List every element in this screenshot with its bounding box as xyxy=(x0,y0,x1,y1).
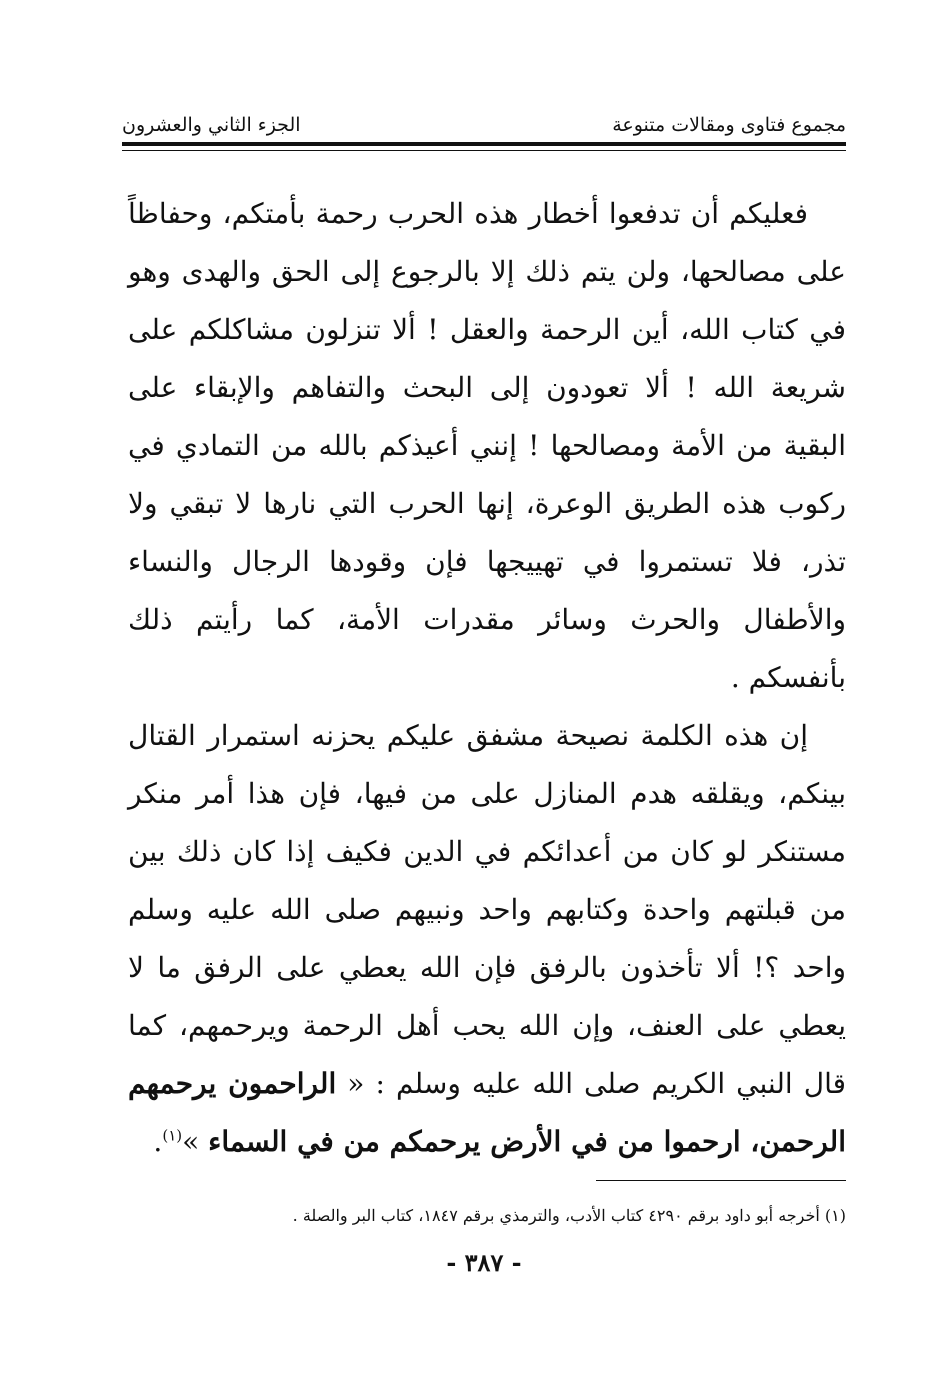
closing-period: . xyxy=(153,1125,163,1158)
hadith-text: الراحمون يرحمهم الرحمن، ارحموا من في الأرض يرحمكم من في السماء xyxy=(128,1067,846,1158)
page-number: - ٣٨٧ - xyxy=(446,1248,522,1277)
quote-open: « xyxy=(347,1067,365,1100)
running-header xyxy=(122,100,846,136)
footnote: (١) أخرجه أبو داود برقم ٤٢٩٠ كتاب الأدب، والترمذي برقم ١٨٤٧، كتاب البر والصلة . xyxy=(292,1206,846,1225)
quote-close: » xyxy=(182,1125,200,1158)
footnote-rule xyxy=(596,1180,846,1181)
paragraph-2 xyxy=(128,707,846,1171)
paragraph-1: فعليكم أن تدفعوا أخطار هذه الحرب رحمة بأمتكم، وحفاظاً على مصالحها، ولن يتم ذلك إلا بالرجوع إلى الحق والهدى وهو في كتاب الله، أين الرحمة والعقل ! ألا تنزلون مشاكلكم على شريعة الله ! ألا تعودون إلى البحث والتفاهم والإبقاء على البقية من الأمة ومصالحها ! إنني أعيذكم بالله من التمادي في ركوب هذه الطريق الوعرة، إنها الحرب التي نارها لا تبقي ولا تذر، فلا تستمروا في تهييجها فإن وقودها الرجال والنساء والأطفال والحرث وسائر مقدرات الأمة، كما رأيتم ذلك بأنفسكم . xyxy=(128,197,846,694)
header-rule-thick xyxy=(122,142,846,146)
book-title: مجموع فتاوى ومقالات متنوعة xyxy=(612,114,846,136)
paragraph-2-intro: إن هذه الكلمة نصيحة مشفق عليكم يحزنه استمرار القتال بينكم، ويقلقه هدم المنازل على من فيها، فإن هذا أمر منكر مستنكر لو كان من أعدائكم في الدين فكيف إذا كان ذلك بين من قبلتهم واحدة وكتابهم واحد ونبيهم صلى الله عليه وسلم واحد ؟! ألا تأخذون بالرفق فإن الله يعطي على الرفق ما لا يعطي على العنف، وإن الله يحب أهل الرحمة ويرحمهم، كما قال النبي الكريم صلى الله عليه وسلم : xyxy=(128,719,846,1100)
footnote-marker: (١) xyxy=(162,1126,183,1145)
body-text xyxy=(128,185,846,1171)
volume-label: الجزء الثاني والعشرون xyxy=(122,114,301,136)
header-rule-thin xyxy=(122,150,846,151)
